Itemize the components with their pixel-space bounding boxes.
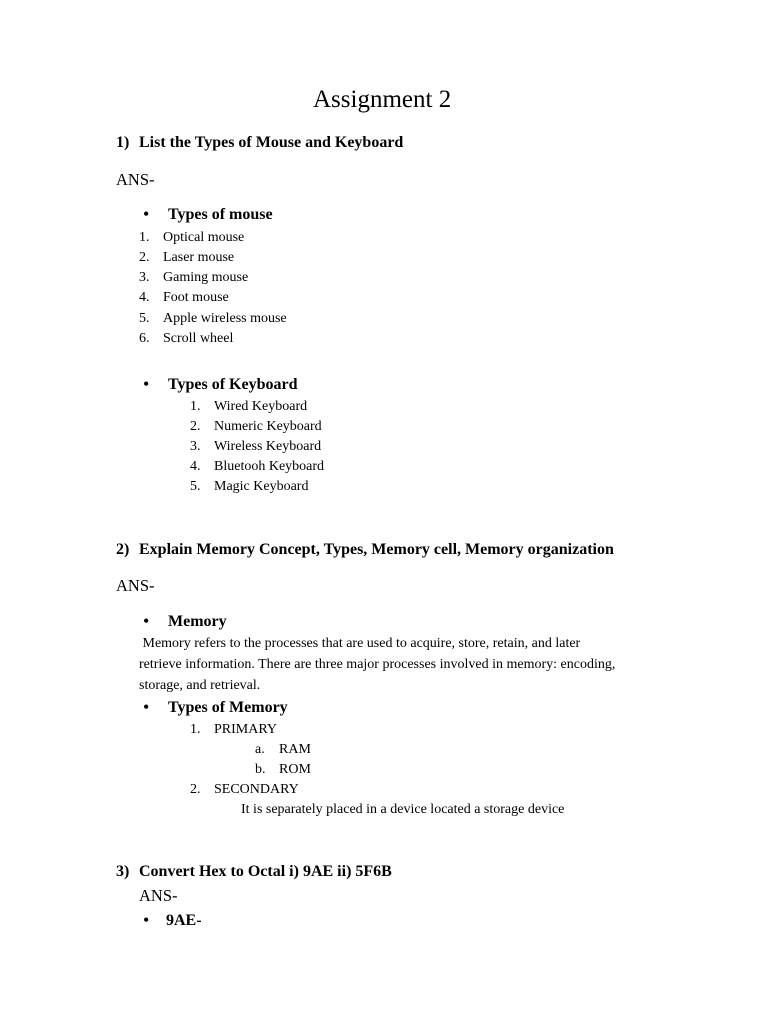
sub-list-item-letter: a.: [255, 742, 265, 757]
paragraph-line: retrieve information. There are three major processes involved in memory: encoding,: [139, 657, 616, 672]
document-title: Assignment 2: [313, 86, 452, 113]
answer-2-label: ANS-: [116, 576, 155, 595]
list-item-number: 6.: [139, 331, 150, 346]
list-item-number: 2.: [190, 782, 201, 797]
question-1-text: List the Types of Mouse and Keyboard: [139, 134, 404, 151]
list-item-number: 5.: [139, 311, 150, 326]
list-item: Foot mouse: [163, 290, 229, 305]
memory-types-heading: Types of Memory: [168, 699, 288, 716]
list-item-number: 1.: [190, 399, 201, 414]
list-item: Numeric Keyboard: [214, 419, 322, 434]
question-2-text: Explain Memory Concept, Types, Memory cell, Memory organization: [139, 541, 614, 558]
bullet-icon: •: [143, 204, 150, 224]
question-2-number: 2): [116, 541, 130, 558]
list-item-number: 4.: [190, 459, 201, 474]
list-item-number: 2.: [190, 419, 201, 434]
list-item-number: 1.: [139, 230, 150, 245]
list-item: Wireless Keyboard: [214, 439, 322, 454]
paragraph-line: Memory refers to the processes that are used to acquire, store, retain, and later: [139, 636, 581, 651]
list-item-number: 5.: [190, 479, 201, 494]
list-item: SECONDARY: [214, 782, 299, 797]
secondary-description: It is separately placed in a device located a storage device: [241, 802, 565, 817]
list-item: PRIMARY: [214, 722, 278, 737]
mouse-types-heading: Types of mouse: [168, 206, 273, 223]
hex-9ae-heading: 9AE-: [166, 912, 202, 929]
memory-heading: Memory: [168, 613, 227, 630]
question-1-number: 1): [116, 134, 130, 151]
list-item: Apple wireless mouse: [163, 311, 287, 326]
list-item: Laser mouse: [163, 250, 235, 265]
list-item: Wired Keyboard: [214, 399, 308, 414]
list-item-number: 3.: [190, 439, 201, 454]
paragraph-line: storage, and retrieval.: [139, 678, 261, 693]
sub-list-item: ROM: [279, 762, 311, 777]
list-item: Scroll wheel: [163, 331, 234, 346]
list-item-number: 3.: [139, 270, 150, 285]
question-3-text: Convert Hex to Octal i) 9AE ii) 5F6B: [139, 863, 392, 880]
answer-3-label: ANS-: [139, 886, 178, 905]
keyboard-types-heading: Types of Keyboard: [168, 376, 298, 393]
sub-list-item-letter: b.: [255, 762, 266, 777]
list-item-number: 4.: [139, 290, 150, 305]
answer-1-label: ANS-: [116, 170, 155, 189]
list-item-number: 1.: [190, 722, 201, 737]
list-item: Magic Keyboard: [214, 479, 309, 494]
list-item-number: 2.: [139, 250, 150, 265]
question-3-number: 3): [116, 863, 130, 880]
list-item: Optical mouse: [163, 230, 245, 245]
list-item: Gaming mouse: [163, 270, 249, 285]
bullet-icon: •: [143, 374, 150, 394]
sub-list-item: RAM: [279, 742, 311, 757]
list-item: Bluetooh Keyboard: [214, 459, 325, 474]
bullet-icon: •: [143, 910, 150, 930]
bullet-icon: •: [143, 697, 150, 717]
bullet-icon: •: [143, 611, 150, 631]
